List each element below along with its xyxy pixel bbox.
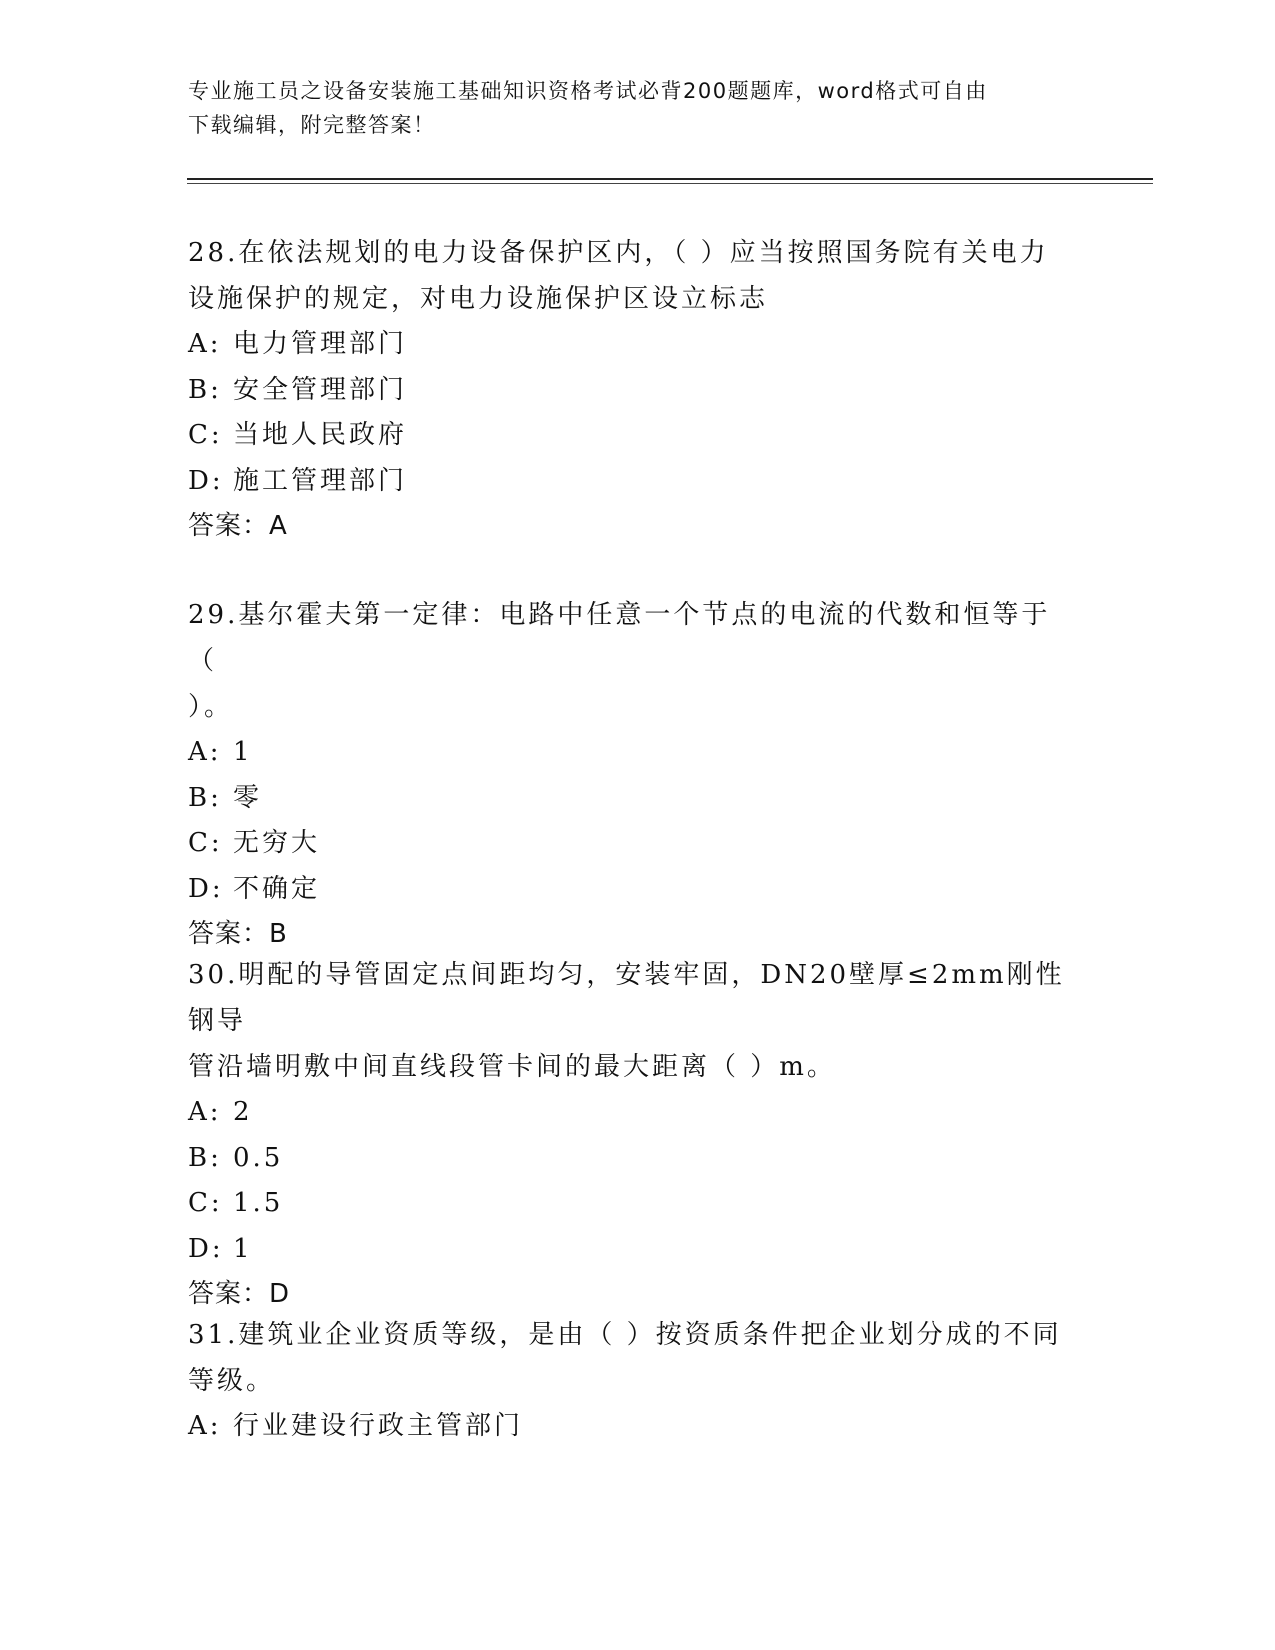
question-stem-line: 29.基尔霍夫第一定律：电路中任意一个节点的电流的代数和恒等于（	[188, 600, 1051, 676]
option-b	[188, 368, 1068, 414]
option-text: 安全管理部门	[233, 374, 408, 405]
header-line-2: 下载编辑，附完整答案！	[188, 113, 436, 137]
option-d	[188, 867, 1068, 913]
option-b	[188, 1136, 1068, 1182]
question-30	[188, 952, 1068, 1317]
question-31	[188, 1312, 1068, 1450]
answer-line: 答案：B	[188, 919, 288, 949]
question-stem-line: 设施保护的规定，对电力设施保护区设立标志	[188, 284, 769, 314]
option-key: D:	[188, 873, 224, 904]
option-key: D:	[188, 465, 224, 496]
document-header	[188, 74, 1068, 142]
option-a	[188, 1404, 1068, 1450]
option-key: A:	[188, 329, 222, 359]
answer-line: 答案：A	[188, 511, 288, 541]
option-text: 1.5	[233, 1188, 284, 1218]
question-28	[188, 230, 1068, 549]
header-divider	[187, 178, 1153, 180]
question-stem-line: 管沿墙明敷中间直线段管卡间的最大距离（ ）m。	[188, 1052, 836, 1082]
header-line-1: 专业施工员之设备安装施工基础知识资格考试必背200题题库，word格式可自由	[188, 79, 988, 103]
option-key: D:	[188, 1233, 224, 1264]
option-key: B:	[188, 1142, 222, 1173]
option-text: 0.5	[233, 1142, 284, 1173]
option-text: 无穷大	[233, 828, 321, 858]
option-key: C:	[188, 828, 223, 858]
option-text: 行业建设行政主管部门	[233, 1411, 524, 1441]
option-text: 1	[233, 737, 253, 767]
option-text: 电力管理部门	[233, 329, 408, 359]
option-key: C:	[188, 420, 223, 450]
option-c	[188, 821, 1068, 867]
question-29	[188, 592, 1068, 957]
option-text: 不确定	[233, 873, 321, 904]
option-b	[188, 776, 1068, 822]
header-divider-thin	[187, 183, 1153, 184]
option-c	[188, 1181, 1068, 1227]
option-key: A:	[188, 1411, 222, 1441]
option-text: 2	[233, 1097, 253, 1127]
option-a	[188, 322, 1068, 368]
option-key: A:	[188, 1097, 222, 1127]
option-key: A:	[188, 737, 222, 767]
option-a	[188, 730, 1068, 776]
option-key: B:	[188, 782, 222, 813]
question-stem-line: 30.明配的导管固定点间距均匀，安装牢固，DN20壁厚≤2mm刚性钢导	[188, 960, 1065, 1036]
option-text: 1	[233, 1233, 253, 1264]
question-stem-line: ）。	[188, 692, 234, 722]
option-c	[188, 413, 1068, 459]
option-text: 施工管理部门	[233, 465, 408, 496]
option-text: 当地人民政府	[233, 420, 408, 450]
option-d	[188, 459, 1068, 505]
question-stem-line: 等级。	[188, 1366, 276, 1396]
option-text: 零	[233, 782, 263, 813]
question-stem-line: 28.在依法规划的电力设备保护区内，（ ）应当按照国务院有关电力	[188, 238, 1049, 268]
option-key: C:	[188, 1188, 223, 1218]
option-a	[188, 1090, 1068, 1136]
answer-line: 答案：D	[188, 1279, 291, 1309]
option-d	[188, 1227, 1068, 1273]
question-stem-line: 31.建筑业企业资质等级，是由（ ）按资质条件把企业划分成的不同	[188, 1320, 1062, 1350]
option-key: B:	[188, 374, 222, 405]
